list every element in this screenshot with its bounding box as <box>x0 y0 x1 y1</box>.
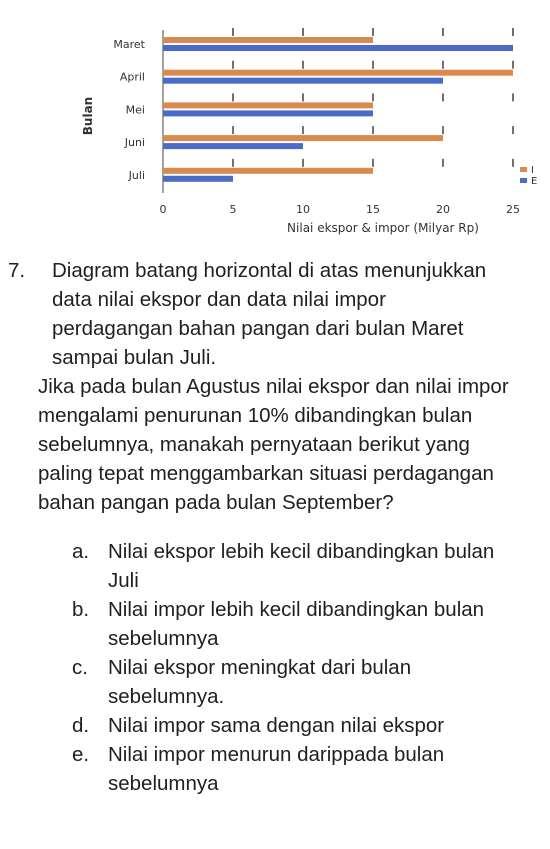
legend <box>520 165 537 187</box>
category-label: Mei <box>125 103 145 117</box>
bar-series-1 <box>163 70 513 76</box>
x-axis-label: Nilai ekspor & impor (Milyar Rp) <box>287 221 479 235</box>
category-label: Juni <box>124 136 145 150</box>
question-number: 7. <box>8 259 26 282</box>
x-tick-label: 10 <box>296 203 310 216</box>
bar-series-1 <box>163 102 373 108</box>
option-b[interactable] <box>0 595 550 653</box>
option-letter: a. <box>72 540 90 563</box>
y-axis-label: Bulan <box>81 96 95 136</box>
option-text: Nilai ekspor meningkat dari bulan sebelumnya. <box>108 656 412 708</box>
question-body: Jika pada bulan Agustus nilai ekspor dan nilai impor mengalami penurunan 10% dibandingkan bulan sebelumnya, manakah pernyataan berikut yang paling tepat menggambarkan situasi perdagangan bahan pangan pada bulan September? <box>38 375 509 514</box>
bar-series-1 <box>163 168 373 174</box>
option-e[interactable] <box>0 740 550 798</box>
bar-series-2 <box>163 110 373 116</box>
category-label: Juli <box>128 168 145 182</box>
bar-series-2 <box>163 78 443 84</box>
x-tick-label: 0 <box>159 203 167 216</box>
option-text: Nilai impor lebih kecil dibandingkan bulan sebelumnya <box>108 598 485 650</box>
category-label: April <box>119 70 145 84</box>
bar-series-1 <box>163 135 443 141</box>
option-letter: e. <box>72 743 90 766</box>
x-tick-labels <box>160 203 521 216</box>
legend-label: I <box>531 165 534 176</box>
x-tick-label: 20 <box>436 203 450 216</box>
bar-series-2 <box>163 45 513 51</box>
answer-options <box>0 537 550 798</box>
bars <box>163 37 513 182</box>
bar-series-1 <box>163 37 373 43</box>
x-tick-label: 25 <box>506 203 520 216</box>
x-tick-label: 15 <box>366 203 380 216</box>
option-text: Nilai ekspor lebih kecil dibandingkan bulan Juli <box>108 540 495 592</box>
option-a[interactable] <box>0 537 550 595</box>
category-labels <box>113 38 145 182</box>
option-letter: c. <box>72 656 88 679</box>
bar-series-2 <box>163 143 303 149</box>
option-text: Nilai impor menurun darippada bulan sebelumnya <box>108 743 445 795</box>
category-label: Maret <box>113 38 145 51</box>
bar-chart <box>0 0 550 250</box>
option-c[interactable] <box>0 653 550 711</box>
option-letter: d. <box>72 714 90 737</box>
option-d[interactable] <box>0 711 550 740</box>
question-intro: Diagram batang horizontal di atas menunjukkan data nilai ekspor dan data nilai impor perdagangan bahan pangan dari bulan Maret sampai bulan Juli. <box>52 259 487 369</box>
legend-swatch <box>520 178 527 183</box>
legend-swatch <box>520 167 527 172</box>
bar-series-2 <box>163 176 233 182</box>
option-letter: b. <box>72 598 90 621</box>
x-tick-label: 5 <box>229 203 237 216</box>
option-text: Nilai impor sama dengan nilai ekspor <box>108 714 445 737</box>
legend-label: E <box>531 176 538 187</box>
